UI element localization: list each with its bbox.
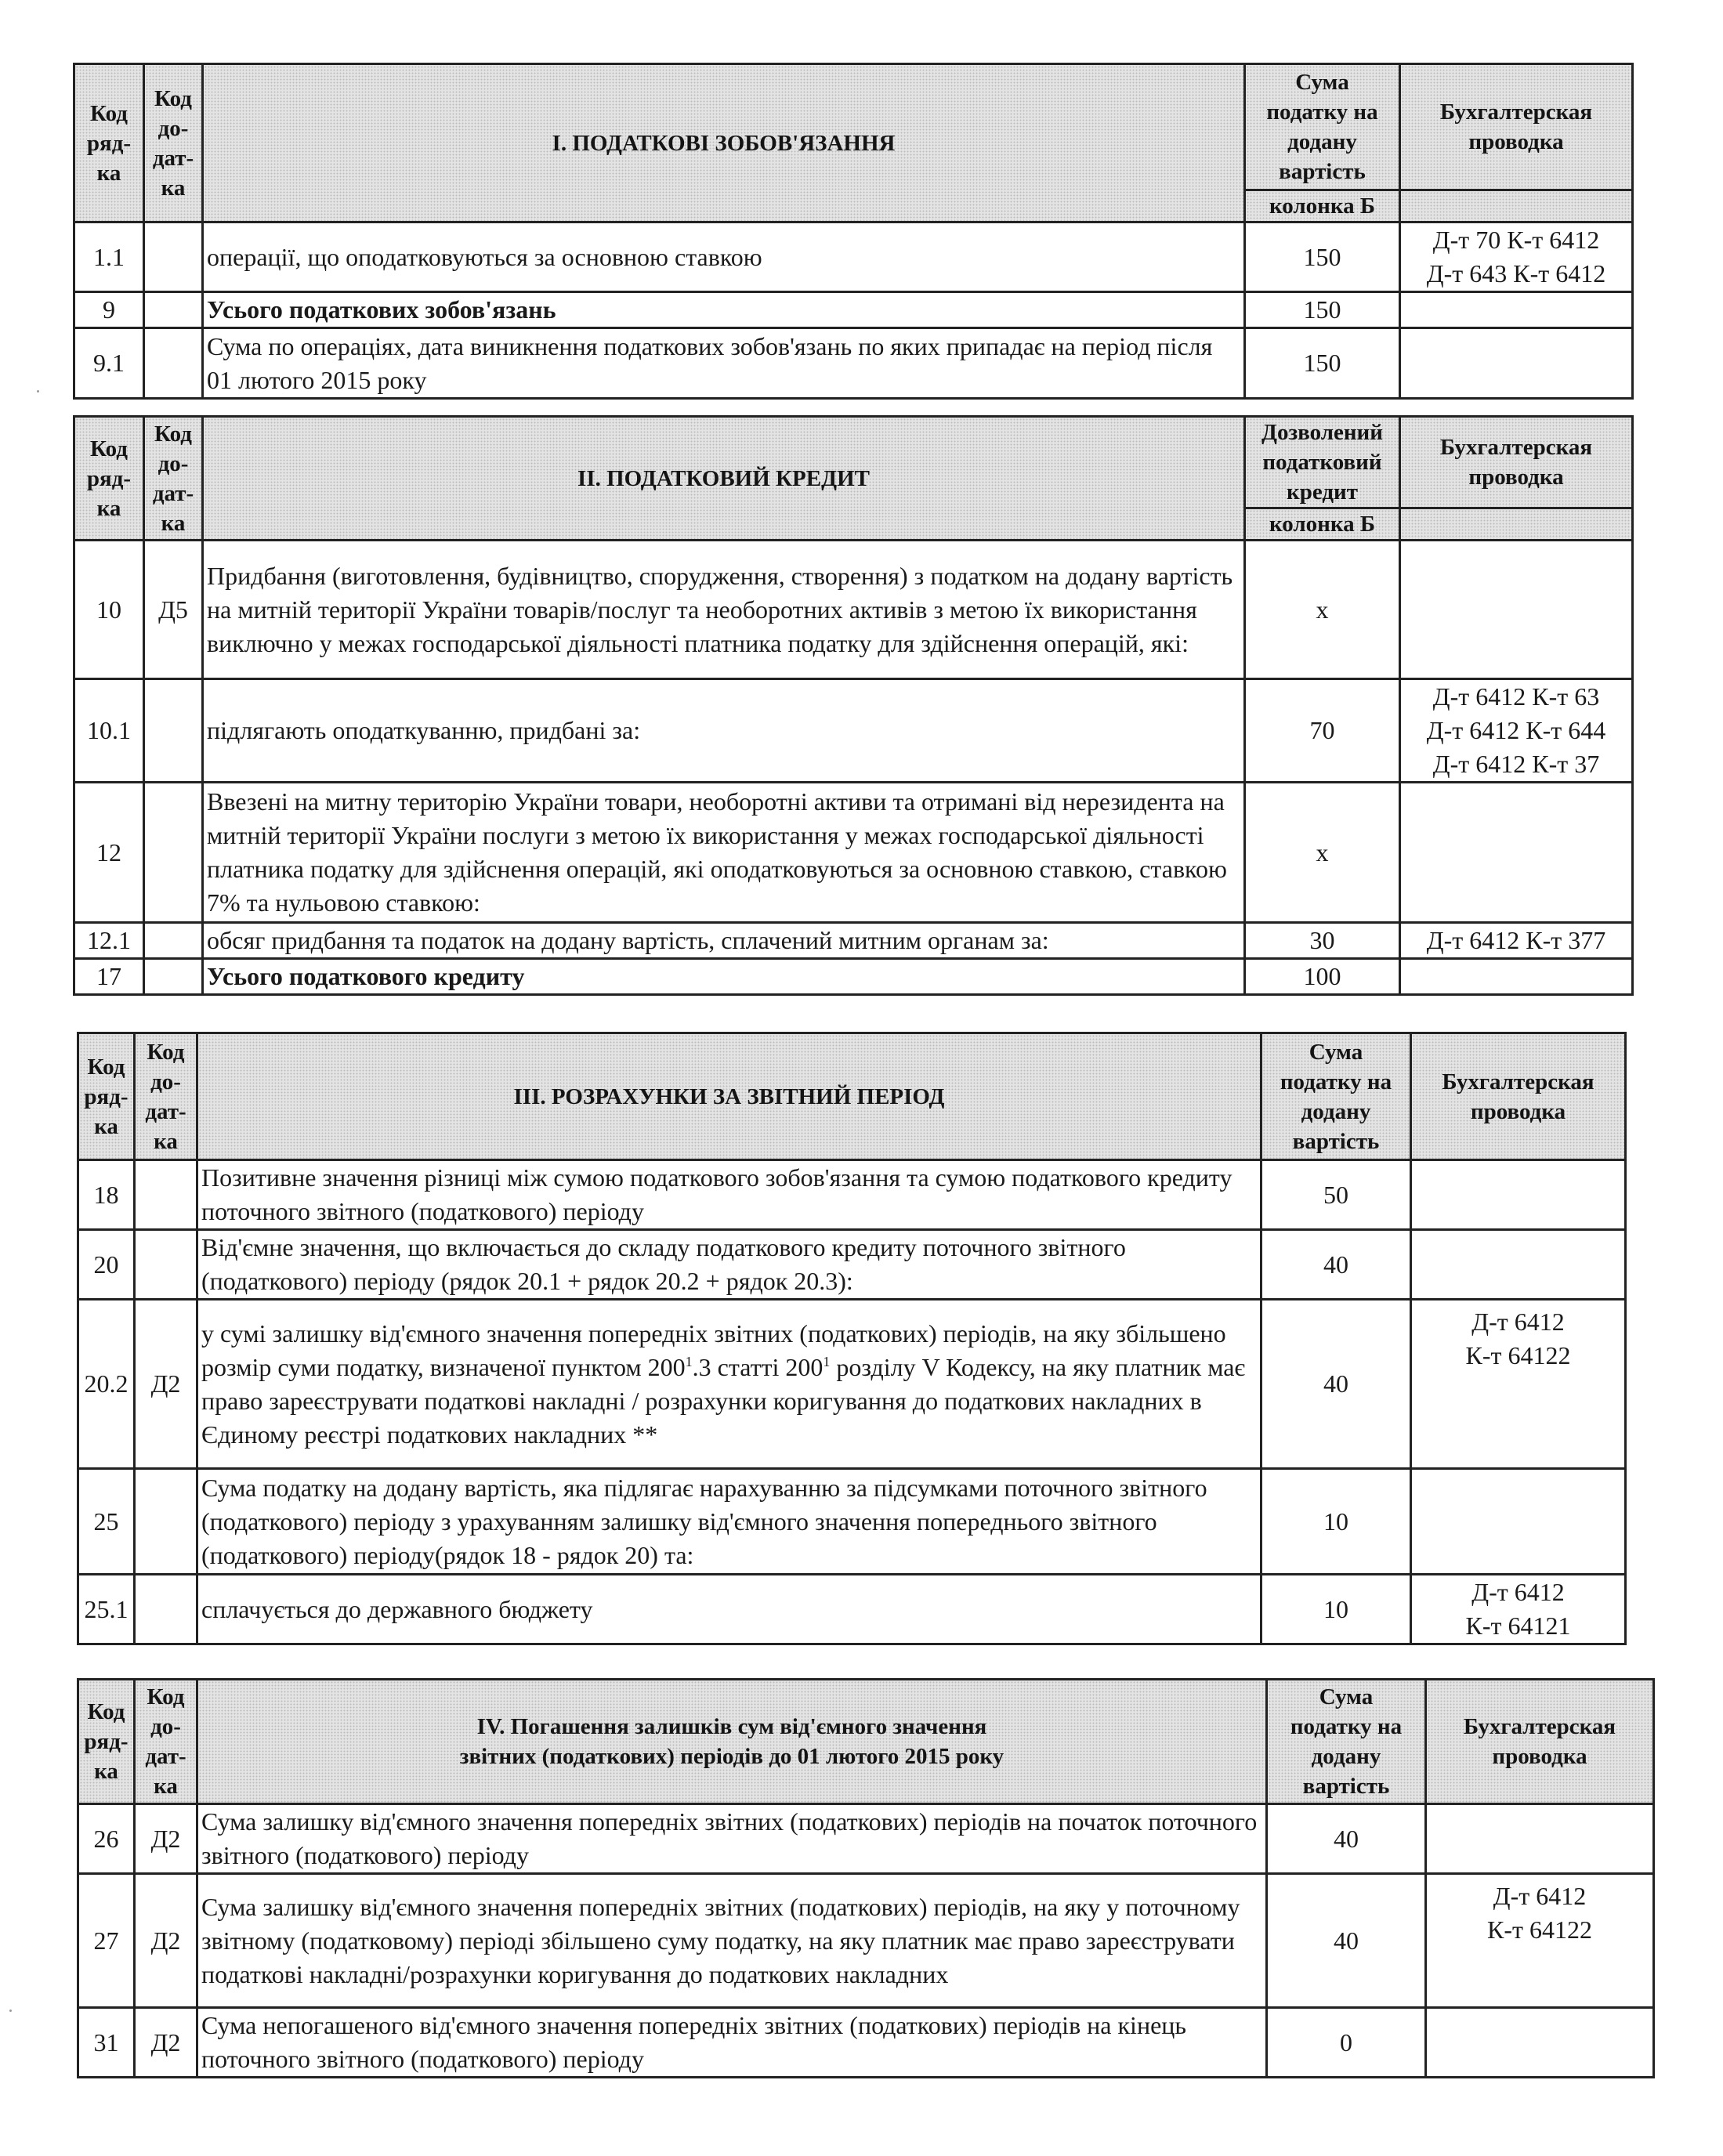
table-row — [78, 1230, 1626, 1300]
row-text: Сума непогашеного від'ємного значення попередніх звітних (податкових) періодів на кінець поточного звітного (податкового) періоду — [197, 2008, 1267, 2078]
table-row — [74, 679, 1633, 783]
app-code — [144, 292, 203, 328]
row-text: Від'ємне значення, що включається до складу податкового кредиту поточного звітного (податкового) періоду (рядок 20.1 + рядок 20.2 + рядок 20.3): — [197, 1230, 1261, 1300]
row-value: 50 — [1261, 1160, 1411, 1230]
app-code — [135, 1575, 197, 1644]
row-value: 40 — [1267, 1874, 1426, 2008]
row-code: 25.1 — [78, 1575, 135, 1644]
row-text: у сумі залишку від'ємного значення попередніх звітних (податкових) періодів, на яку збільшено розмір суми податку, визначеної пунктом $200^1.3$ статті $200^1$ розділу V Кодексу, на яку платник має право зареєструвати податкові накладні / розрахунки коригування до податкових накладних в Єдиному реєстрі податкових накладних ** — [197, 1300, 1261, 1469]
row-code: 10 — [74, 541, 144, 679]
row-code: 31 — [78, 2008, 135, 2078]
header-value: Дозволений податковий кредит — [1245, 417, 1400, 508]
header-app-code: Код до- дат- ка — [135, 1033, 197, 1160]
row-code: 20 — [78, 1230, 135, 1300]
header-value: Сума податку на додану вартість — [1267, 1680, 1426, 1804]
header-column-b: колонка Б — [1245, 508, 1400, 541]
row-value: 40 — [1261, 1230, 1411, 1300]
row-code: 17 — [74, 959, 144, 995]
row-text: Сума податку на додану вартість, яка підлягає нарахуванню за підсумками поточного звітного (податкового) періоду з урахуванням залишку від'ємного значення попереднього звітного (податкового) періоду(рядок 18 - рядок 20) та: — [197, 1469, 1261, 1575]
row-code: 18 — [78, 1160, 135, 1230]
row-text: обсяг придбання та податок на додану вартість, сплачений митним органам за: — [203, 923, 1245, 959]
row-posting — [1426, 2008, 1654, 2078]
row-value: 70 — [1245, 679, 1400, 783]
row-code: 20.2 — [78, 1300, 135, 1469]
row-text: Позитивне значення різниці між сумою податкового зобов'язання та сумою податкового кредиту поточного звітного (податкового) періоду — [197, 1160, 1261, 1230]
section-4-table — [77, 1678, 1655, 2078]
row-posting: Д-т 6412 К-т 63 Д-т 6412 К-т 644 Д-т 6412 К-т 37 — [1400, 679, 1633, 783]
row-code: 1.1 — [74, 222, 144, 292]
row-value: 150 — [1245, 222, 1400, 292]
row-posting: Д-т 6412 К-т 377 — [1400, 923, 1633, 959]
table-row — [74, 328, 1633, 399]
header-row-code: Код ряд- ка — [74, 64, 144, 222]
header-value: Сума податку на додану вартість — [1261, 1033, 1411, 1160]
row-value: x — [1245, 541, 1400, 679]
row-text: підлягають оподаткуванню, придбані за: — [203, 679, 1245, 783]
header-column-b: колонка Б — [1245, 190, 1400, 222]
row-posting — [1400, 959, 1633, 995]
header-app-code: Код до- дат- ка — [144, 64, 203, 222]
table-row — [78, 1575, 1626, 1644]
table-row — [74, 923, 1633, 959]
app-code — [135, 1230, 197, 1300]
row-text: Придбання (виготовлення, будівництво, спорудження, створення) з податком на додану вартість на митній території України товарів/послуг та необоротних активів з метою їх використання виключно у межах господарської діяльності платника податку для здійснення операцій, які: — [203, 541, 1245, 679]
row-code: 12.1 — [74, 923, 144, 959]
app-code: Д2 — [135, 1300, 197, 1469]
row-posting — [1400, 783, 1633, 923]
row-code: 26 — [78, 1804, 135, 1874]
row-code: 9.1 — [74, 328, 144, 399]
row-posting — [1400, 292, 1633, 328]
row-posting — [1411, 1160, 1626, 1230]
app-code — [144, 328, 203, 399]
header-row-code: Код ряд- ка — [78, 1033, 135, 1160]
header-column-b-blank — [1400, 190, 1633, 222]
row-value: 30 — [1245, 923, 1400, 959]
row-code: 12 — [74, 783, 144, 923]
table-row — [74, 783, 1633, 923]
app-code: Д5 — [144, 541, 203, 679]
app-code: Д2 — [135, 1804, 197, 1874]
row-value: 10 — [1261, 1469, 1411, 1575]
row-value: 150 — [1245, 292, 1400, 328]
row-code: 25 — [78, 1469, 135, 1575]
table-row — [74, 292, 1633, 328]
row-text: Усього податкових зобов'язань — [203, 292, 1245, 328]
table-row — [78, 2008, 1654, 2078]
app-code: Д2 — [135, 1874, 197, 2008]
row-text: Сума залишку від'ємного значення попередніх звітних (податкових) періодів, на яку у поточному звітному (податковому) періоді збільшено суму податку, на яку платник має право зареєструвати податкові накладні/розрахунки коригування до податкових накладних — [197, 1874, 1267, 2008]
section-1-table — [73, 63, 1634, 400]
app-code — [135, 1160, 197, 1230]
app-code: Д2 — [135, 2008, 197, 2078]
header-row-code: Код ряд- ка — [78, 1680, 135, 1804]
scan-speck — [37, 390, 39, 392]
row-value: 40 — [1267, 1804, 1426, 1874]
scan-speck — [9, 2009, 12, 2012]
row-code: 9 — [74, 292, 144, 328]
app-code — [144, 783, 203, 923]
header-row-code: Код ряд- ка — [74, 417, 144, 541]
table-row — [78, 1300, 1626, 1469]
row-posting — [1400, 541, 1633, 679]
table-row — [78, 1874, 1654, 2008]
row-text: сплачується до державного бюджету — [197, 1575, 1261, 1644]
row-text: операції, що оподатковуються за основною ставкою — [203, 222, 1245, 292]
row-value: 10 — [1261, 1575, 1411, 1644]
header-posting: Бухгалтерская проводка — [1426, 1680, 1654, 1804]
header-posting: Бухгалтерская проводка — [1411, 1033, 1626, 1160]
section-3-table — [77, 1032, 1627, 1645]
row-value: 40 — [1261, 1300, 1411, 1469]
row-text: Сума по операціях, дата виникнення податкових зобов'язань по яких припадає на період після 01 лютого 2015 року — [203, 328, 1245, 399]
section-title: III. РОЗРАХУНКИ ЗА ЗВІТНИЙ ПЕРІОД — [197, 1033, 1261, 1160]
row-value: 150 — [1245, 328, 1400, 399]
row-posting — [1400, 328, 1633, 399]
row-posting — [1411, 1469, 1626, 1575]
app-code — [144, 959, 203, 995]
header-posting: Бухгалтерская проводка — [1400, 417, 1633, 508]
row-posting: Д-т 70 К-т 6412 Д-т 643 К-т 6412 — [1400, 222, 1633, 292]
row-value: 100 — [1245, 959, 1400, 995]
section-title: IV. Погашення залишків сум від'ємного значення звітних (податкових) періодів до 01 лютого 2015 року — [197, 1680, 1267, 1804]
row-posting: Д-т 6412 К-т 64122 — [1411, 1300, 1626, 1469]
app-code — [135, 1469, 197, 1575]
row-text: Сума залишку від'ємного значення попередніх звітних (податкових) періодів на початок поточного звітного (податкового) періоду — [197, 1804, 1267, 1874]
header-app-code: Код до- дат- ка — [144, 417, 203, 541]
header-posting: Бухгалтерская проводка — [1400, 64, 1633, 190]
row-posting: Д-т 6412 К-т 64121 — [1411, 1575, 1626, 1644]
section-title: I. ПОДАТКОВІ ЗОБОВ'ЯЗАННЯ — [203, 64, 1245, 222]
table-row — [74, 541, 1633, 679]
app-code — [144, 923, 203, 959]
row-value: x — [1245, 783, 1400, 923]
row-text: Ввезені на митну територію України товари, необоротні активи та отримані від нерезидента на митній території України послуги з метою їх використання у межах господарської діяльності платника податку для здійснення операцій, які оподатковуються за основною ставкою, ставкою 7% та нульовою ставкою: — [203, 783, 1245, 923]
row-posting: Д-т 6412 К-т 64122 — [1426, 1874, 1654, 2008]
table-row — [74, 959, 1633, 995]
header-app-code: Код до- дат- ка — [135, 1680, 197, 1804]
app-code — [144, 222, 203, 292]
header-value: Сума податку на додану вартість — [1245, 64, 1400, 190]
row-code: 10.1 — [74, 679, 144, 783]
table-row — [78, 1804, 1654, 1874]
section-title: II. ПОДАТКОВИЙ КРЕДИТ — [203, 417, 1245, 541]
table-row — [74, 222, 1633, 292]
table-row — [78, 1469, 1626, 1575]
row-posting — [1411, 1230, 1626, 1300]
app-code — [144, 679, 203, 783]
row-posting — [1426, 1804, 1654, 1874]
section-2-table — [73, 415, 1634, 996]
row-value: 0 — [1267, 2008, 1426, 2078]
table-row — [78, 1160, 1626, 1230]
header-column-b-blank — [1400, 508, 1633, 541]
row-text: Усього податкового кредиту — [203, 959, 1245, 995]
row-code: 27 — [78, 1874, 135, 2008]
